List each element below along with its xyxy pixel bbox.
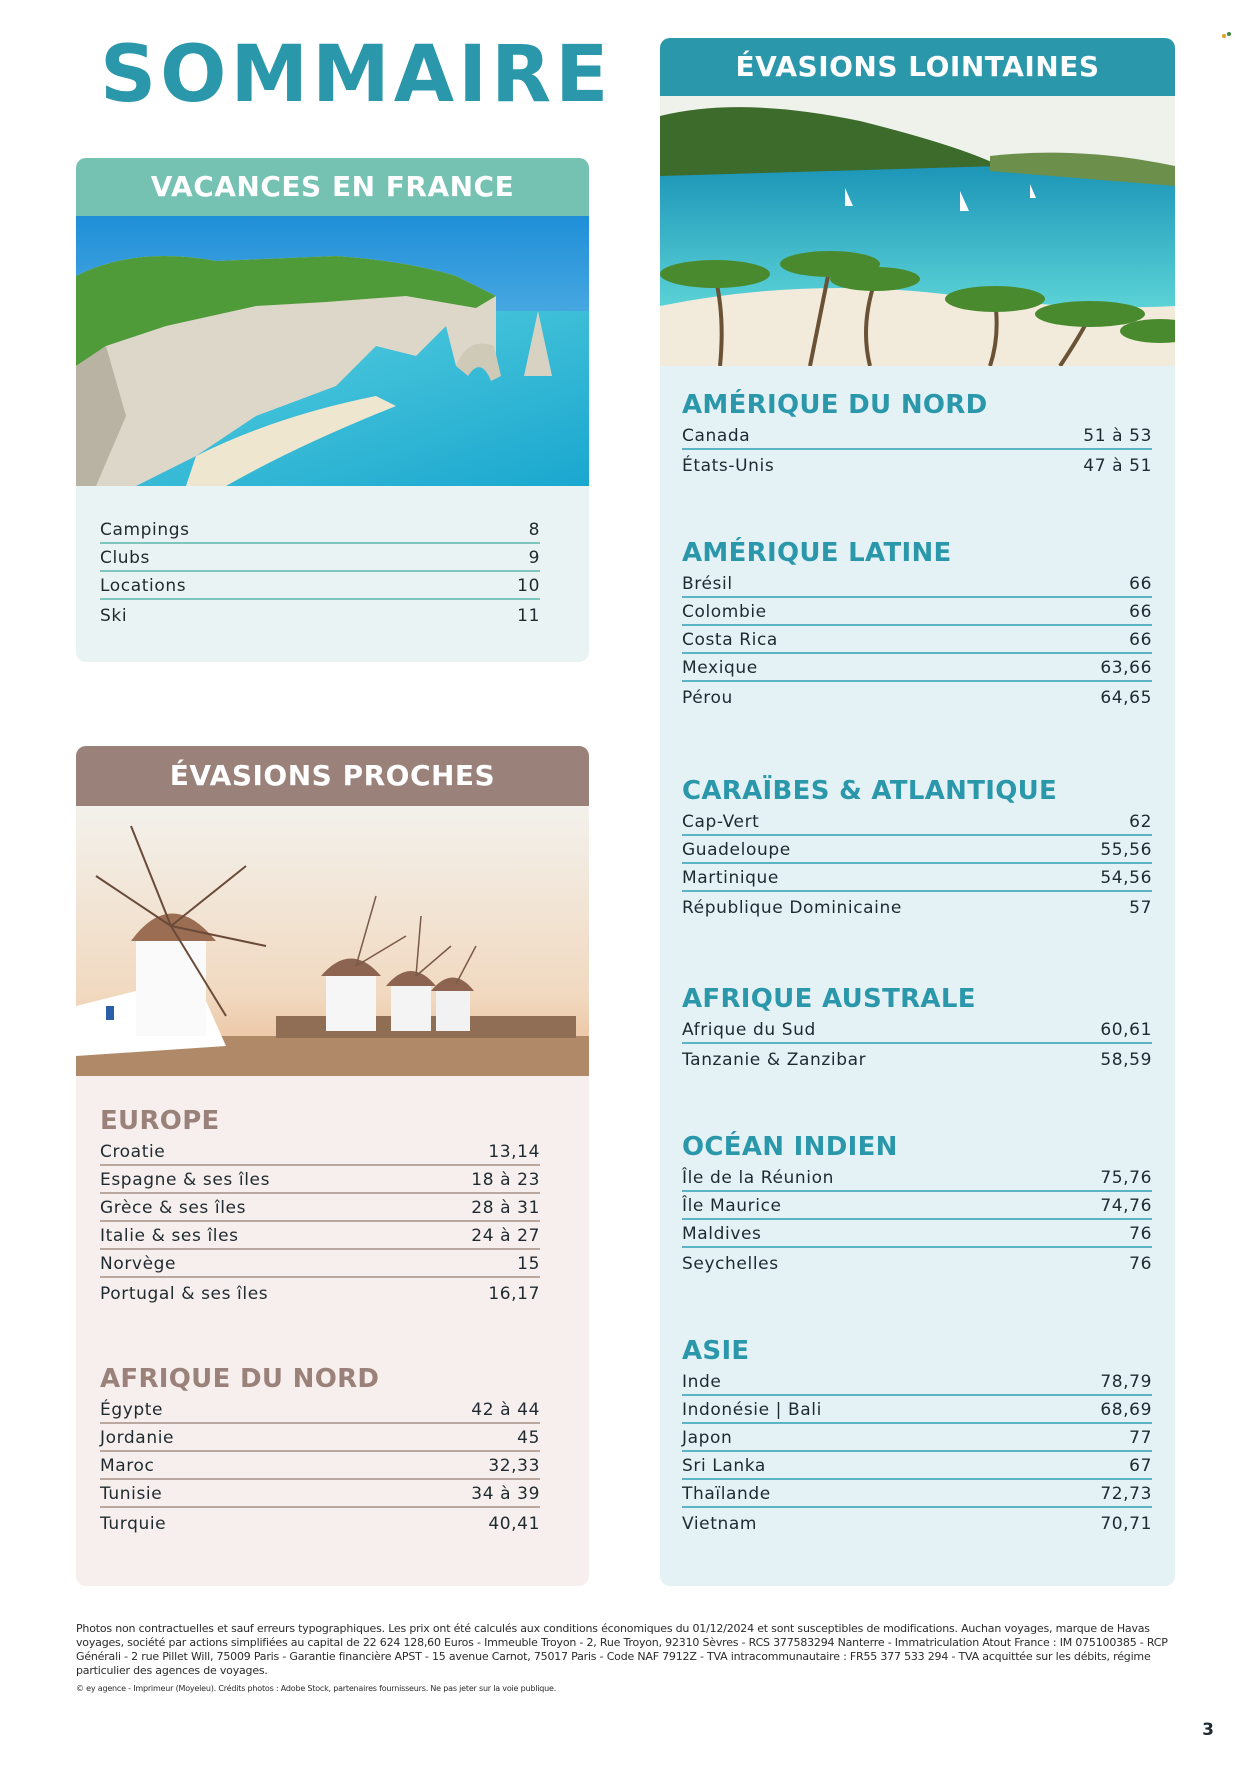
- toc-label: République Dominicaine: [682, 898, 902, 918]
- toc-page: 76: [1129, 1254, 1152, 1274]
- toc-row[interactable]: [100, 1250, 540, 1278]
- toc-label: Canada: [682, 426, 751, 446]
- toc-page: 11: [517, 606, 540, 626]
- section-title: CARAÏBES & ATLANTIQUE: [682, 776, 1058, 806]
- toc-label: Grèce & ses îles: [100, 1198, 247, 1218]
- toc-label: Mexique: [682, 658, 758, 678]
- toc-row[interactable]: [682, 1248, 1152, 1276]
- cliffs-arch-beach-photo: [76, 216, 589, 486]
- toc-row[interactable]: [682, 1396, 1152, 1424]
- toc-label: Campings: [100, 520, 190, 540]
- toc-page: 64,65: [1100, 688, 1152, 708]
- page-title: SOMMAIRE: [100, 30, 613, 120]
- toc-page: 62: [1129, 812, 1152, 832]
- toc-page: 57: [1129, 898, 1152, 918]
- toc-label: Thaïlande: [682, 1484, 771, 1504]
- toc-page: 76: [1129, 1224, 1152, 1244]
- toc-page: 10: [517, 576, 540, 596]
- toc-page: 74,76: [1100, 1196, 1152, 1216]
- card-evasions-lointaines: [660, 38, 1175, 1586]
- toc-page: 75,76: [1100, 1168, 1152, 1188]
- toc-row[interactable]: [100, 1452, 540, 1480]
- toc-label: Martinique: [682, 868, 779, 888]
- toc-label: Turquie: [100, 1514, 167, 1534]
- toc-row[interactable]: [682, 836, 1152, 864]
- card-vacances-en-france: [76, 158, 589, 662]
- toc-label: Guadeloupe: [682, 840, 791, 860]
- section-amerique-latine: [682, 538, 1152, 710]
- section-afrique-australe: [682, 984, 1152, 1072]
- toc-label: Cap-Vert: [682, 812, 760, 832]
- toc-row[interactable]: [100, 1222, 540, 1250]
- toc-label: Clubs: [100, 548, 151, 568]
- toc-label: Inde: [682, 1372, 722, 1392]
- toc-label: Tunisie: [100, 1484, 163, 1504]
- photo-credits: © ey agence - Imprimeur (Moyeleu). Crédits photos : Adobe Stock, partenaires fournisseurs. Ne pas jeter sur la voie publique.: [76, 1684, 557, 1693]
- toc-page: 70,71: [1100, 1514, 1152, 1534]
- toc-page: 18 à 23: [471, 1170, 540, 1190]
- toc-page: 40,41: [488, 1514, 540, 1534]
- toc-row[interactable]: [682, 422, 1152, 450]
- section-title: AFRIQUE AUSTRALE: [682, 984, 976, 1014]
- toc-page: 32,33: [488, 1456, 540, 1476]
- toc-row[interactable]: [100, 1138, 540, 1166]
- legal-text: Photos non contractuelles et sauf erreurs typographiques. Les prix ont été calculés aux conditions économiques du 01/12/2024 et sont susceptibles de modifications. Auchan voyages, marque de Havas voyages, société par actions simplifiées au capital de 22 624 128,60 Euros - Immeuble Troyon - 2, Rue Troyon, 92310 Sèvres - RCS 377583294 Nanterre - Immatriculation Atout France : IM 075100385 - RCP Générali - 2 rue Pillet Will, 75009 Paris - Garantie financière APST - 15 avenue Carnot, 75017 Paris - Code NAF 7912Z - TVA intracommunautaire : FR55 377 533 294 - TVA acquittée sur les débits, régime particulier des agences de voyages.: [76, 1622, 1168, 1677]
- toc-label: Brésil: [682, 574, 733, 594]
- color-mark-icon: [1222, 32, 1232, 40]
- toc-page: 66: [1129, 574, 1152, 594]
- toc-label: Espagne & ses îles: [100, 1170, 271, 1190]
- toc-row[interactable]: [682, 1192, 1152, 1220]
- tropical-beach-palms-photo: [660, 96, 1175, 366]
- section-title: EUROPE: [100, 1106, 220, 1136]
- toc-page: 42 à 44: [471, 1400, 540, 1420]
- toc-page: 68,69: [1100, 1400, 1152, 1420]
- toc-row[interactable]: [100, 544, 540, 572]
- toc-page: 51 à 53: [1083, 426, 1152, 446]
- toc-row[interactable]: [100, 600, 540, 628]
- toc-page: 9: [528, 548, 540, 568]
- section-ocean-indien: [682, 1132, 1152, 1276]
- toc-row[interactable]: [682, 864, 1152, 892]
- toc-label: Égypte: [100, 1400, 164, 1420]
- toc-label: Tanzanie & Zanzibar: [682, 1050, 867, 1070]
- toc-label: Afrique du Sud: [682, 1020, 816, 1040]
- section-title: AFRIQUE DU NORD: [100, 1364, 380, 1394]
- toc-page: 58,59: [1100, 1050, 1152, 1070]
- toc-page: 77: [1129, 1428, 1152, 1448]
- toc-row[interactable]: [100, 1480, 540, 1508]
- toc-page: 34 à 39: [471, 1484, 540, 1504]
- toc-label: Île Maurice: [682, 1196, 782, 1216]
- toc-label: États-Unis: [682, 456, 775, 476]
- toc-label: Portugal & ses îles: [100, 1284, 269, 1304]
- toc-page: 28 à 31: [471, 1198, 540, 1218]
- toc-label: Indonésie | Bali: [682, 1400, 822, 1420]
- card-header: ÉVASIONS LOINTAINES: [660, 38, 1175, 96]
- toc-label: Sri Lanka: [682, 1456, 766, 1476]
- section-title: ASIE: [682, 1336, 750, 1366]
- toc-row[interactable]: [100, 1194, 540, 1222]
- toc-row[interactable]: [682, 1164, 1152, 1192]
- toc-row[interactable]: [682, 1044, 1152, 1072]
- toc-row[interactable]: [682, 626, 1152, 654]
- toc-label: Colombie: [682, 602, 767, 622]
- section-title: AMÉRIQUE DU NORD: [682, 390, 988, 420]
- toc-row[interactable]: [682, 808, 1152, 836]
- toc-row[interactable]: [100, 516, 540, 544]
- toc-label: Pérou: [682, 688, 733, 708]
- toc-row[interactable]: [100, 1278, 540, 1306]
- toc-page: 66: [1129, 630, 1152, 650]
- toc-row[interactable]: [682, 1016, 1152, 1044]
- toc-row[interactable]: [682, 1424, 1152, 1452]
- toc-row[interactable]: [682, 1368, 1152, 1396]
- toc-row[interactable]: [682, 598, 1152, 626]
- toc-row[interactable]: [100, 572, 540, 600]
- toc-row[interactable]: [682, 1452, 1152, 1480]
- windmills-photo: [76, 806, 589, 1076]
- toc-label: Italie & ses îles: [100, 1226, 239, 1246]
- toc-page: 47 à 51: [1083, 456, 1152, 476]
- toc-row[interactable]: [100, 1508, 540, 1536]
- section-caraibes-atlantique: [682, 776, 1152, 920]
- toc-row[interactable]: [682, 1508, 1152, 1536]
- toc-row[interactable]: [682, 1480, 1152, 1508]
- toc-page: 45: [517, 1428, 540, 1448]
- toc-label: Maldives: [682, 1224, 762, 1244]
- toc-page: 60,61: [1100, 1020, 1152, 1040]
- toc-page: 54,56: [1100, 868, 1152, 888]
- page-number: 3: [1202, 1720, 1214, 1740]
- toc-label: Norvège: [100, 1254, 177, 1274]
- section-asie: [682, 1336, 1152, 1536]
- toc-page: 72,73: [1100, 1484, 1152, 1504]
- toc-page: 63,66: [1100, 658, 1152, 678]
- toc-label: Seychelles: [682, 1254, 779, 1274]
- toc-page: 16,17: [488, 1284, 540, 1304]
- section-title: OCÉAN INDIEN: [682, 1132, 898, 1162]
- toc-row[interactable]: [682, 682, 1152, 710]
- toc-label: Ski: [100, 606, 128, 626]
- section-europe: [100, 1106, 540, 1306]
- toc-label: Japon: [682, 1428, 733, 1448]
- toc-page: 67: [1129, 1456, 1152, 1476]
- toc-label: Vietnam: [682, 1514, 758, 1534]
- card-header: ÉVASIONS PROCHES: [76, 746, 589, 806]
- france-list: [100, 516, 540, 628]
- toc-label: Locations: [100, 576, 187, 596]
- toc-row[interactable]: [100, 1396, 540, 1424]
- toc-label: Maroc: [100, 1456, 155, 1476]
- toc-row[interactable]: [682, 654, 1152, 682]
- toc-page: 78,79: [1100, 1372, 1152, 1392]
- legal-footer: [76, 1622, 1176, 1696]
- card-header: VACANCES EN FRANCE: [76, 158, 589, 216]
- card-evasions-proches: [76, 746, 589, 1586]
- toc-page: 13,14: [488, 1142, 540, 1162]
- toc-page: 66: [1129, 602, 1152, 622]
- section-amerique-du-nord: [682, 390, 1152, 478]
- toc-page: 8: [528, 520, 540, 540]
- section-title: AMÉRIQUE LATINE: [682, 538, 952, 568]
- section-afrique-du-nord: [100, 1364, 540, 1536]
- toc-row[interactable]: [100, 1424, 540, 1452]
- toc-label: Costa Rica: [682, 630, 778, 650]
- toc-page: 15: [517, 1254, 540, 1274]
- toc-row[interactable]: [100, 1166, 540, 1194]
- toc-row[interactable]: [682, 892, 1152, 920]
- toc-label: Croatie: [100, 1142, 166, 1162]
- toc-row[interactable]: [682, 450, 1152, 478]
- toc-page: 55,56: [1100, 840, 1152, 860]
- toc-page: 24 à 27: [471, 1226, 540, 1246]
- toc-label: Jordanie: [100, 1428, 175, 1448]
- toc-label: Île de la Réunion: [682, 1168, 834, 1188]
- toc-row[interactable]: [682, 570, 1152, 598]
- toc-row[interactable]: [682, 1220, 1152, 1248]
